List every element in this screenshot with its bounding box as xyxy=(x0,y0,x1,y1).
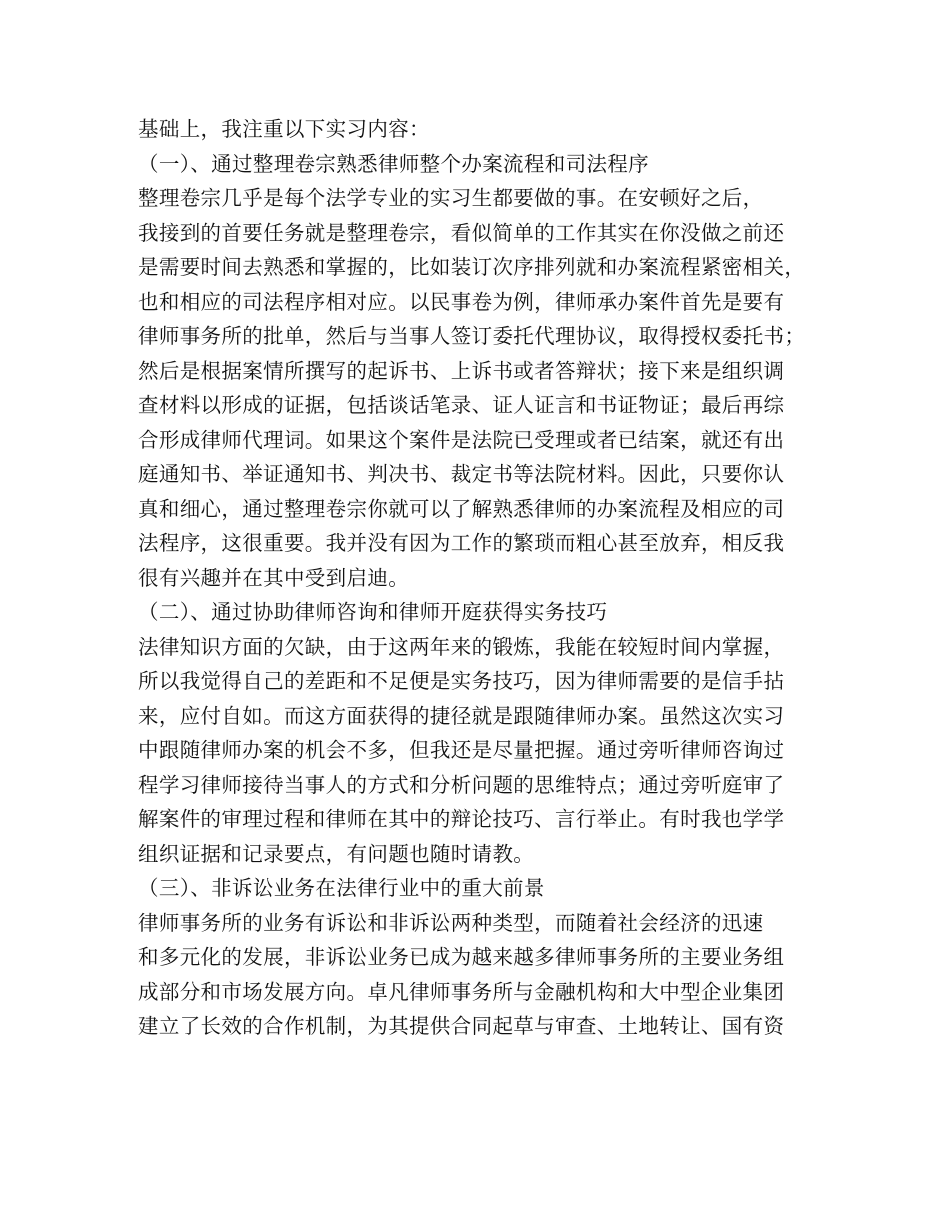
text-line: 来，应付自如。而这方面获得的捷径就是跟随律师办案。虽然这次实习 xyxy=(138,703,785,728)
text-line: 中跟随律师办案的机会不多，但我还是尽量把握。通过旁听律师咨询过 xyxy=(138,738,785,762)
text-line: 组织证据和记录要点，有问题也随时请教。 xyxy=(138,841,535,866)
text-line: 法律知识方面的欠缺，由于这两年来的锻炼，我能在较短时间内掌握， xyxy=(138,634,785,659)
text-line: 程学习律师接待当事人的方式和分析问题的思维特点；通过旁听庭审了 xyxy=(138,772,785,797)
text-line: 很有兴趣并在其中受到启迪。 xyxy=(138,565,410,590)
text-line: 庭通知书、举证通知书、判决书、裁定书等法院材料。因此，只要你认 xyxy=(138,462,785,486)
text-line: 也和相应的司法程序相对应。以民事卷为例，律师承办案件首先是要有 xyxy=(138,289,785,314)
text-line: 查材料以形成的证据，包括谈话笔录、证人证言和书证物证；最后再综 xyxy=(138,393,785,417)
text-line: 真和细心，通过整理卷宗你就可以了解熟悉律师的办案流程及相应的司 xyxy=(138,496,785,521)
text-line: 合形成律师代理词。如果这个案件是法院已受理或者已结案，就还有出 xyxy=(138,427,785,452)
text-line: 法程序，这很重要。我并没有因为工作的繁琐而粗心甚至放弃，相反我 xyxy=(138,531,785,555)
text-line: 成部分和市场发展方向。卓凡律师事务所与金融机构和大中型企业集团 xyxy=(138,979,785,1004)
text-line: 是需要时间去熟悉和掌握的，比如装订次序排列就和办案流程紧密相关， xyxy=(138,255,806,279)
text-line: 然后是根据案情所撰写的起诉书、上诉书或者答辩状；接下来是组织调 xyxy=(138,358,785,383)
section-heading-1: （一）、通过整理卷宗熟悉律师整个办案流程和司法程序 xyxy=(138,151,649,176)
text-line: 基础上，我注重以下实习内容： xyxy=(138,117,430,141)
text-line: 建立了长效的合作机制，为其提供合同起草与审查、土地转让、国有资 xyxy=(138,1014,785,1038)
section-heading-3: （三）、非诉讼业务在法律行业中的重大前景 xyxy=(138,876,545,900)
text-line: 我接到的首要任务就是整理卷宗，看似简单的工作其实在你没做之前还 xyxy=(138,220,785,245)
text-line: 所以我觉得自己的差距和不足便是实务技巧，因为律师需要的是信手拈 xyxy=(138,669,785,693)
text-line: 律师事务所的业务有诉讼和非诉讼两种类型，而随着社会经济的迅速 xyxy=(138,910,764,935)
text-line: 和多元化的发展，非诉讼业务已成为越来越多律师事务所的主要业务组 xyxy=(138,945,785,969)
text-line: 整理卷宗几乎是每个法学专业的实习生都要做的事。在安顿好之后， xyxy=(138,186,764,210)
text-line: 解案件的审理过程和律师在其中的辩论技巧、言行举止。有时我也学学 xyxy=(138,807,785,831)
document-body xyxy=(138,112,818,1044)
section-heading-2: （二）、通过协助律师咨询和律师开庭获得实务技巧 xyxy=(138,600,608,624)
text-line: 律师事务所的批单，然后与当事人签订委托代理协议，取得授权委托书； xyxy=(138,324,806,348)
